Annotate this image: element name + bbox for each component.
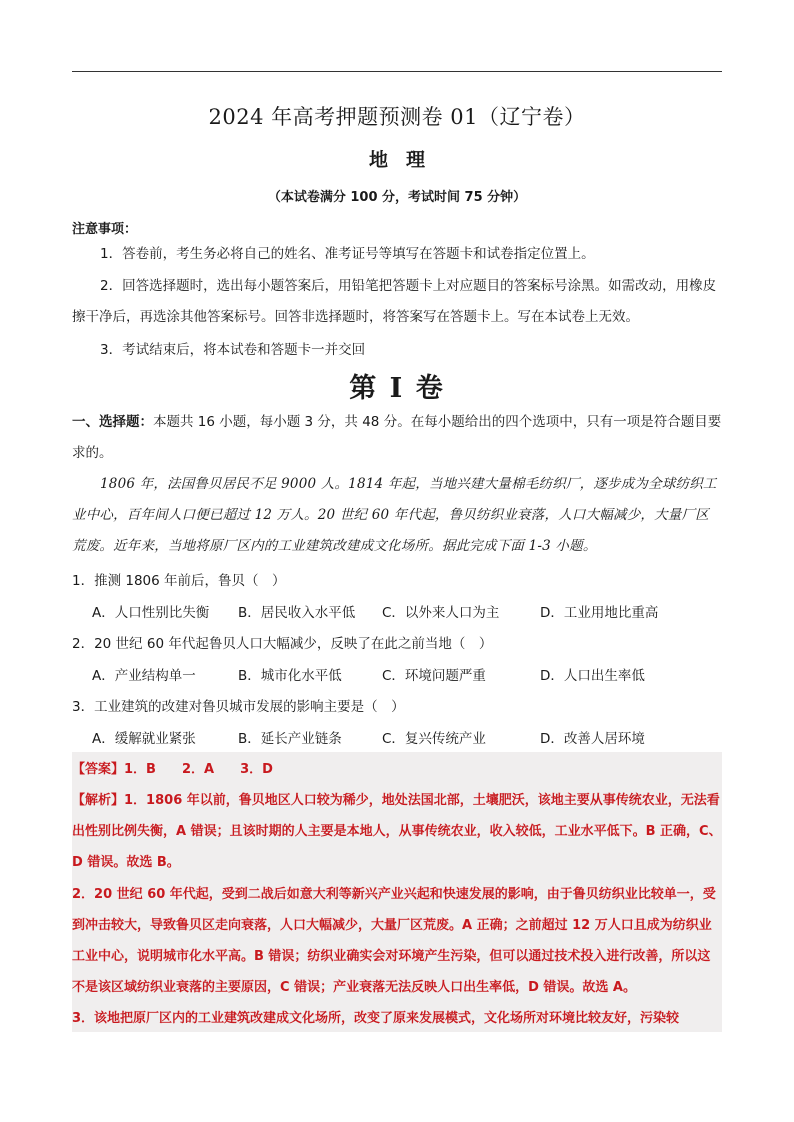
part-title: 第 I 卷 [349,373,445,404]
notes-title: 注意事项： [72,222,138,237]
section-intro [72,407,722,469]
analysis-p2: 2．20 世纪 60 年代起，受到二战后如意大利等新兴产业兴起和快速发展的影响，由于鲁贝纺织业比较单一，受到冲击较大，导致鲁贝区走向衰落，人口大幅减少，大量厂区荒废。A 正确；之前超过 12 万人口且成为纺织业工业中心，说明城市化水平高。B 错误；纺织业确实会对环境产生污染，但可以通过技术投入进行改善，所以这不是该区域纺织业衰落的主要原因，C 错误；产业衰落无法反映人口出生率低，D 错误。故选 A。 [72,887,716,995]
option: D．人口出生率低 [540,668,645,684]
option: C．环境问题严重 [382,668,486,684]
section-title: 一、选择题： [72,414,153,430]
header-rule [72,71,722,72]
option: C．以外来人口为主 [382,605,500,621]
option: B．城市化水平低 [238,668,342,684]
option: B．延长产业链条 [238,731,342,747]
question-stem: 1．推测 1806 年前后，鲁贝（ ） [72,573,286,589]
option: B．居民收入水平低 [238,605,356,621]
section-text: 本题共 16 小题，每小题 3 分，共 48 分。在每小题给出的四个选项中，只有一项是符合题目要求的。 [72,414,722,461]
option: A．人口性别比失衡 [92,605,210,621]
question-options [92,664,732,684]
question-stem: 2．20 世纪 60 年代起鲁贝人口大幅减少，反映了在此之前当地（ ） [72,636,493,652]
material-text: 1806 年，法国鲁贝居民不足 9000 人。1814 年起，当地兴建大量棉毛纺织厂，逐步成为全球纺织工业中心，百年间人口便已超过 12 万人。20 世纪 60 年代起，鲁贝纺织业衰落，人口大幅减少，大量厂区荒废。近年来，当地将原厂区内的工业建筑改建成文化场所。据此完成下面 1-3 小题。 [72,476,717,554]
option: A．缓解就业紧张 [92,731,196,747]
note-item: 1．答卷前，考生务必将自己的姓名、准考证号等填写在答题卡和试卷指定位置上。 [100,246,595,262]
analysis-text: 1．1806 年以前，鲁贝地区人口较为稀少，地处法国北部，土壤肥沃，该地主要从事传统农业，无法看出性别比例失衡，A 错误；且该时期的人主要是本地人，从事传统农业，收入较低，工业水平低下。B 正确，C、D 错误。故选 B。 [72,793,722,870]
exam-meta: （本试卷满分 100 分，考试时间 75 分钟） [267,190,527,205]
note-item: 2．回答选择题时，选出每小题答案后，用铅笔把答题卡上对应题目的答案标号涂黑。如需改动，用橡皮擦干净后，再选涂其他答案标号。回答非选择题时，将答案写在答题卡上。写在本试卷上无效。 [72,278,717,325]
answer-label: 【答案】 [72,762,125,777]
option: D．工业用地比重高 [540,605,659,621]
question-options [92,727,732,747]
subject-title: 地理 [368,149,443,171]
question-stem: 3．工业建筑的改建对鲁贝城市发展的影响主要是（ ） [72,699,405,715]
option: D．改善人居环境 [540,731,645,747]
option: C．复兴传统产业 [382,731,486,747]
answer-text: 1．B 2．A 3．D [124,762,273,777]
page-title: 2024 年高考押题预测卷 01（辽宁卷） [208,105,586,129]
note-item: 3．考试结束后，将本试卷和答题卡一并交回 [100,342,366,358]
option: A．产业结构单一 [92,668,196,684]
analysis-label: 【解析】 [72,793,125,808]
answer-line [72,754,722,785]
analysis-p1 [72,785,722,878]
analysis-p3: 3．该地把原厂区内的工业建筑改建成文化场所，改变了原来发展模式，文化场所对环境比较友好，污染较 [72,1011,680,1026]
question-options [92,601,732,621]
